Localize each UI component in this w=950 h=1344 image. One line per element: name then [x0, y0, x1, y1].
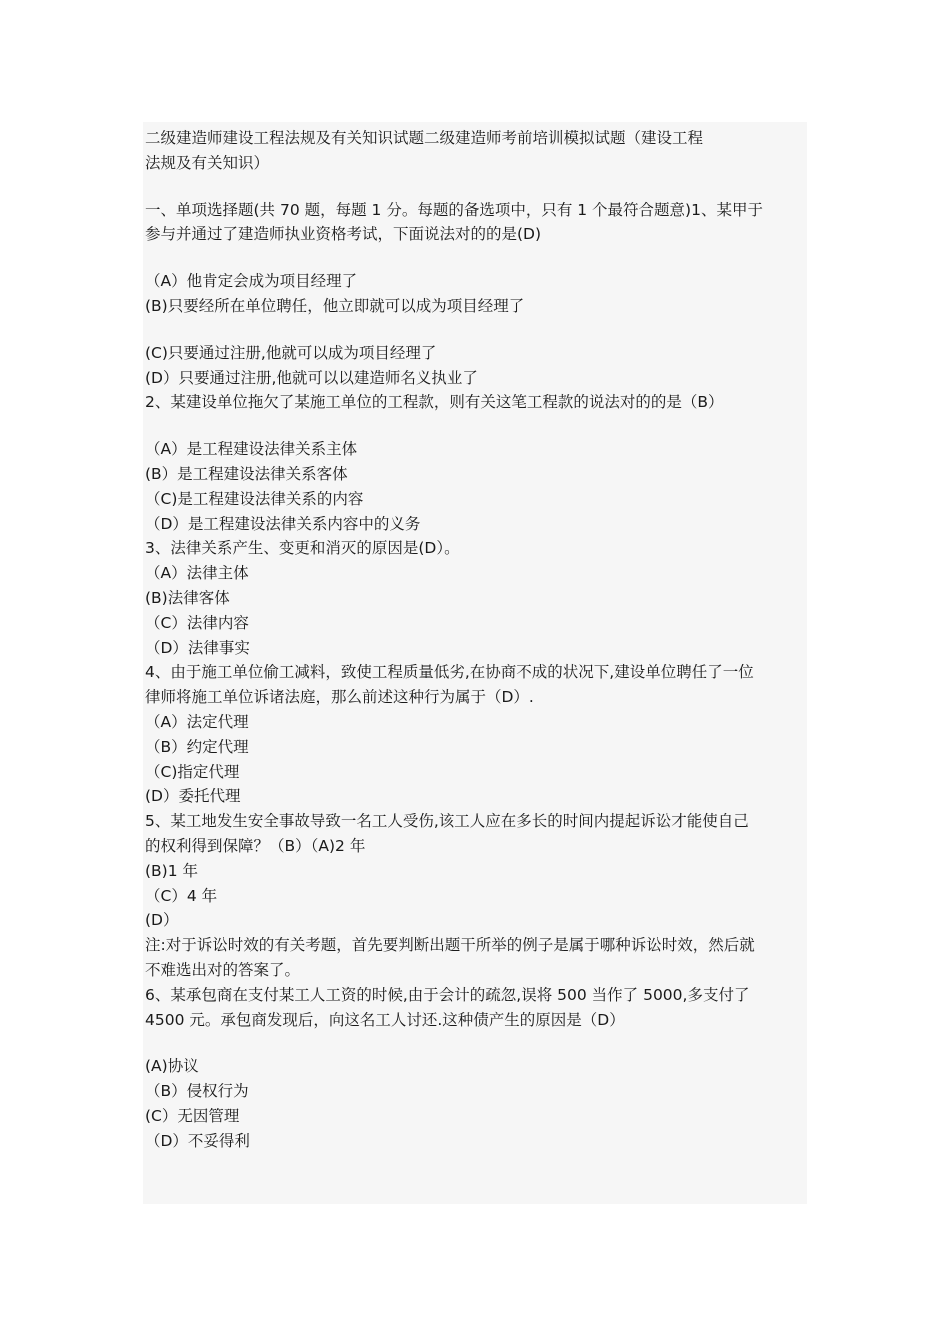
q4-option-c: （C)指定代理: [145, 762, 240, 781]
q2-option-c: （C)是工程建设法律关系的内容: [145, 489, 364, 508]
section-intro-line-2: 参与并通过了建造师执业资格考试，下面说法对的的是(D): [145, 225, 542, 244]
q4-stem-line-2: 律师将施工单位诉诸法庭，那么前述这种行为属于（D）.: [145, 688, 534, 707]
q3-option-a: （A）法律主体: [145, 564, 249, 583]
spacer: [145, 319, 805, 341]
q3-option-c: （C）法律内容: [145, 613, 249, 632]
document-title-line-1: 二级建造师建设工程法规及有关知识试题二级建造师考前培训模拟试题（建设工程: [145, 129, 704, 147]
q3-stem: 3、法律关系产生、变更和消灭的原因是(D）。: [145, 539, 460, 558]
q4-option-b: （B）约定代理: [145, 737, 249, 756]
document-body: [143, 122, 807, 1204]
q5-option-d: (D）: [145, 911, 179, 930]
spacer: [145, 176, 805, 198]
q5-stem-line-1: 5、某工地发生安全事故导致一名工人受伤,该工人应在多长的时间内提起诉讼才能使自己: [145, 812, 749, 831]
q2-stem: 2、某建设单位拖欠了某施工单位的工程款，则有关这笔工程款的说法对的的是（B）: [145, 393, 724, 412]
q2-option-d: （D）是工程建设法律关系内容中的义务: [145, 514, 421, 533]
q6-option-d: （D）不妥得利: [145, 1131, 250, 1150]
q5-option-b: (B)1 年: [145, 861, 199, 880]
q1-option-d: (D）只要通过注册,他就可以以建造师名义执业了: [145, 368, 478, 387]
q2-option-a: （A）是工程建设法律关系主体: [145, 440, 358, 459]
q5-option-c: （C）4 年: [145, 886, 218, 905]
section-intro-line-1: 一、单项选择题(共 70 题，每题 1 分。每题的备选项中，只有 1 个最符合题意)1、某甲于: [145, 200, 763, 219]
spacer: [145, 415, 805, 437]
q1-option-a: （A）他肯定会成为项目经理了: [145, 272, 358, 291]
q6-option-a: (A)协议: [145, 1057, 199, 1076]
q1-option-b: (B)只要经所在单位聘任，他立即就可以成为项目经理了: [145, 296, 525, 315]
q6-option-b: （B）侵权行为: [145, 1082, 249, 1101]
q4-option-a: （A）法定代理: [145, 712, 249, 731]
q6-stem-line-2: 4500 元。承包商发现后，向这名工人讨还.这种债产生的原因是（D）: [145, 1010, 625, 1029]
q3-option-d: （D）法律事实: [145, 638, 250, 657]
spacer: [145, 247, 805, 269]
q6-stem-line-1: 6、某承包商在支付某工人工资的时候,由于会计的疏忽,误将 500 当作了 5000,多支付了: [145, 985, 750, 1004]
q2-option-b: (B）是工程建设法律关系客体: [145, 464, 348, 483]
q5-stem-line-2: 的权利得到保障？（B）（A)2 年: [145, 836, 366, 855]
q5-note-line-2: 不难选出对的答案了。: [145, 960, 301, 979]
q4-stem-line-1: 4、由于施工单位偷工减料，致使工程质量低劣,在协商不成的状况下,建设单位聘任了一位: [145, 663, 754, 682]
q1-option-c: (C)只要通过注册,他就可以成为项目经理了: [145, 343, 437, 362]
q5-note-line-1: 注:对于诉讼时效的有关考题，首先要判断出题干所举的例子是属于哪种诉讼时效，然后就: [145, 936, 755, 955]
spacer: [145, 1032, 805, 1054]
q6-option-c: (C）无因管理: [145, 1106, 240, 1125]
q4-option-d: (D）委托代理: [145, 787, 241, 806]
document-title-line-2: 法规及有关知识）: [145, 153, 270, 172]
q3-option-b: (B)法律客体: [145, 588, 230, 607]
